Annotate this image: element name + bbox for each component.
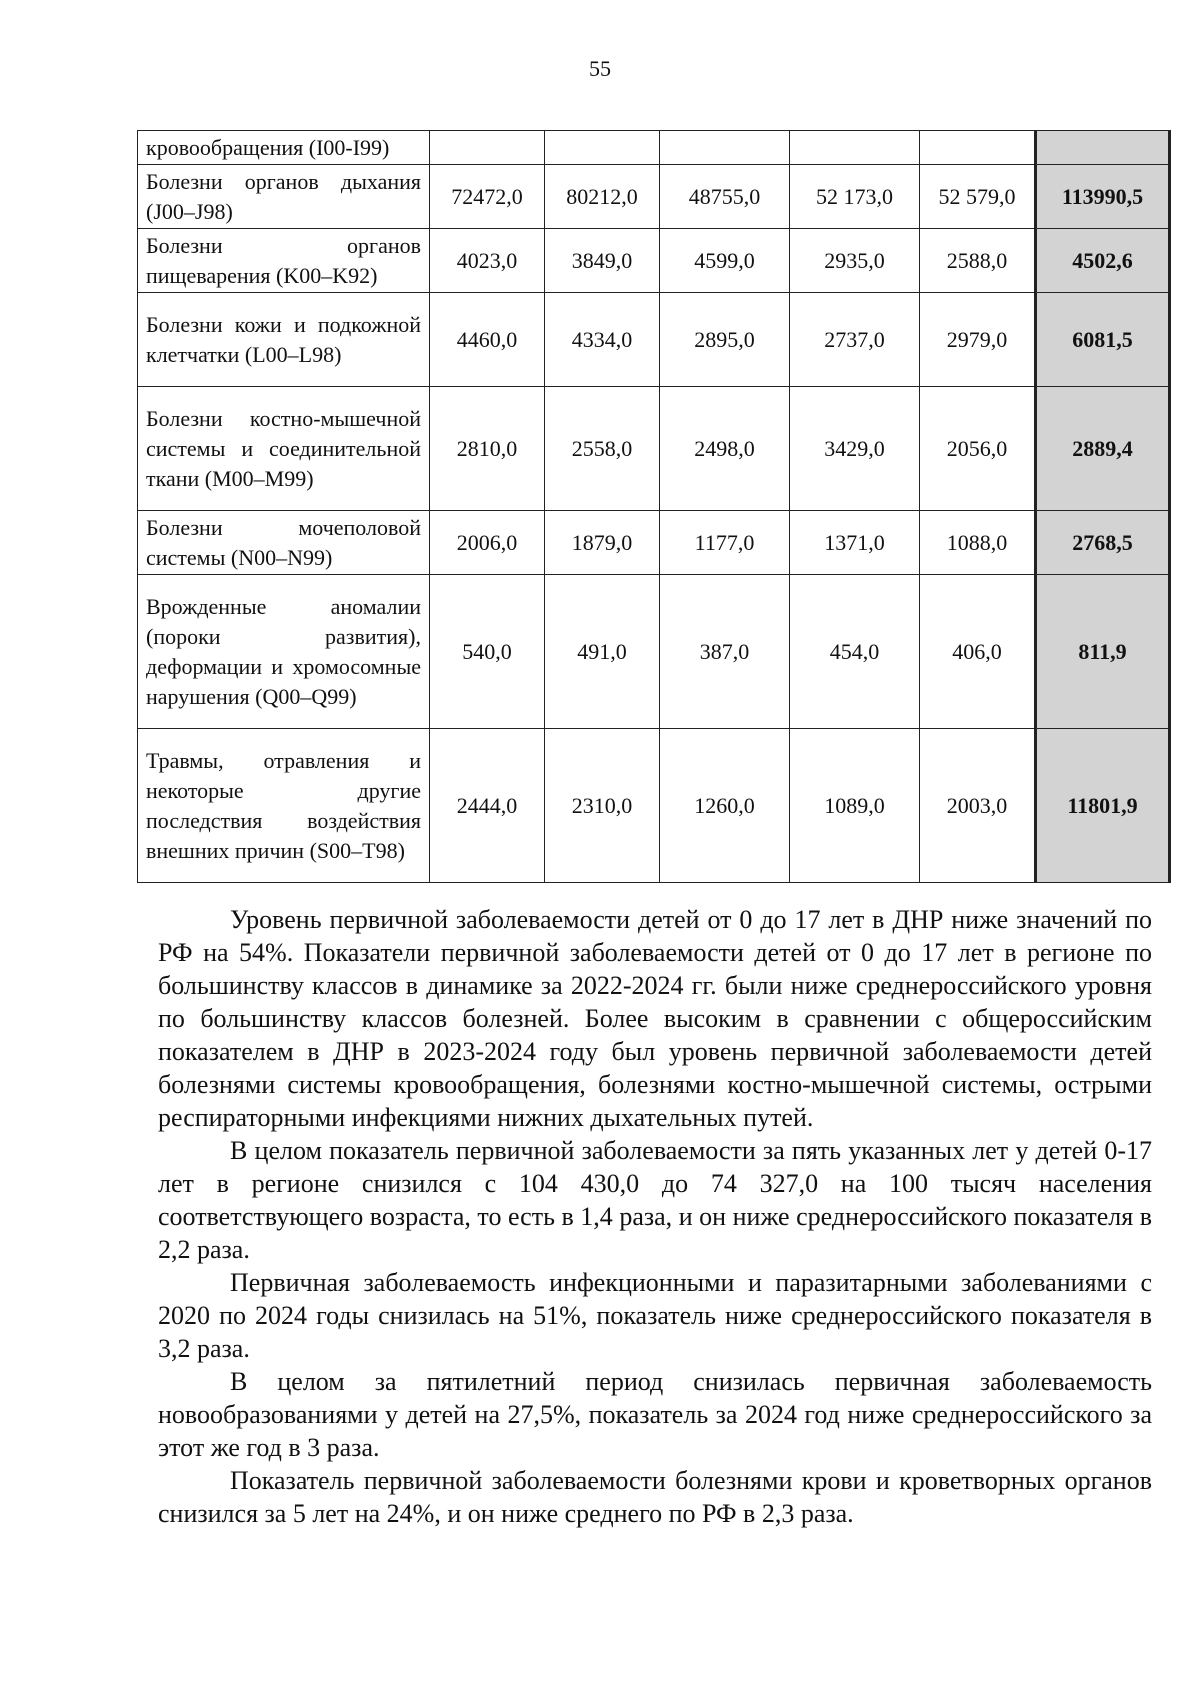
value-cell: 1177,0 [660,511,790,575]
value-cell: 4599,0 [660,229,790,293]
disease-class-cell: Болезни костно-мышечной системы и соединительной ткани (M00–M99) [138,387,430,511]
value-cell: 2056,0 [920,387,1036,511]
value-cell: 2310,0 [545,729,660,883]
value-cell: 3849,0 [545,229,660,293]
table-row [138,293,1170,387]
rf-value-cell: 4502,6 [1036,229,1170,293]
value-cell: 2935,0 [790,229,920,293]
paragraph: Первичная заболеваемость инфекционными и паразитарными заболеваниями с 2020 по 2024 годы снизилась на 51%, показатель ниже среднероссийского показателя в 3,2 раза. [158,1268,1152,1363]
paragraph: В целом показатель первичной заболеваемости за пять указанных лет у детей 0-17 лет в регионе снизился с 104 430,0 до 74 327,0 на 100 тысяч населения соответствующего возраста, то есть в 1,4 раза, и он ниже среднероссийского показателя в 2,2 раза. [158,1136,1152,1264]
rf-value-cell: 113990,5 [1036,165,1170,229]
table-row [138,229,1170,293]
value-cell: 2558,0 [545,387,660,511]
paragraph: Уровень первичной заболеваемости детей от 0 до 17 лет в ДНР ниже значений по РФ на 54%. Показатели первичной заболеваемости детей от 0 до 17 лет в регионе по большинству классов в динамике за 2022-2024 гг. были ниже среднероссийского уровня по большинству классов болезней. Более высоким в сравнении с общероссийским показателем в ДНР в 2023-2024 году был уровень первичной заболеваемости детей болезнями системы кровообращения, болезнями костно-мышечной системы, острыми респираторными инфекциями нижних дыхательных путей. [158,905,1152,1132]
body-text [158,903,1152,1530]
value-cell: 4334,0 [545,293,660,387]
value-cell: 1879,0 [545,511,660,575]
value-cell: 1371,0 [790,511,920,575]
value-cell: 491,0 [545,575,660,729]
table-row [138,165,1170,229]
value-cell: 406,0 [920,575,1036,729]
value-cell: 2737,0 [790,293,920,387]
value-cell: 1088,0 [920,511,1036,575]
disease-class-cell: Болезни органов пищеварения (K00–K92) [138,229,430,293]
disease-class-cell: кровообращения (I00-I99) [138,131,430,165]
value-cell [660,131,790,165]
table-row [138,511,1170,575]
rf-value-cell: 811,9 [1036,575,1170,729]
value-cell: 1089,0 [790,729,920,883]
value-cell [790,131,920,165]
table-row [138,729,1170,883]
value-cell: 2006,0 [430,511,545,575]
morbidity-table [137,130,1171,883]
value-cell: 540,0 [430,575,545,729]
value-cell: 2003,0 [920,729,1036,883]
disease-class-cell: Болезни мочеполовой системы (N00–N99) [138,511,430,575]
value-cell: 1260,0 [660,729,790,883]
value-cell: 4023,0 [430,229,545,293]
value-cell: 387,0 [660,575,790,729]
disease-class-cell: Болезни кожи и подкожной клетчатки (L00–L98) [138,293,430,387]
disease-class-cell: Болезни органов дыхания (J00–J98) [138,165,430,229]
value-cell: 2498,0 [660,387,790,511]
paragraph: Показатель первичной заболеваемости болезнями крови и кроветворных органов снизился за 5 лет на 24%, и он ниже среднего по РФ в 2,3 раза. [158,1466,1152,1528]
value-cell: 52 173,0 [790,165,920,229]
value-cell: 80212,0 [545,165,660,229]
value-cell: 48755,0 [660,165,790,229]
value-cell [545,131,660,165]
value-cell: 3429,0 [790,387,920,511]
value-cell [920,131,1036,165]
value-cell: 72472,0 [430,165,545,229]
value-cell: 2979,0 [920,293,1036,387]
paragraph: В целом за пятилетний период снизилась первичная заболеваемость новообразованиями у детей на 27,5%, показатель за 2024 год ниже среднероссийского за этот же год в 3 раза. [158,1367,1152,1462]
disease-class-cell: Врожденные аномалии (пороки развития), деформации и хромосомные нарушения (Q00–Q99) [138,575,430,729]
value-cell: 2444,0 [430,729,545,883]
rf-value-cell: 6081,5 [1036,293,1170,387]
value-cell: 52 579,0 [920,165,1036,229]
disease-class-cell: Травмы, отравления и некоторые другие последствия воздействия внешних причин (S00–T98) [138,729,430,883]
table-row [138,131,1170,165]
rf-value-cell: 2768,5 [1036,511,1170,575]
table-row [138,575,1170,729]
page-number: 55 [589,56,611,81]
value-cell: 2588,0 [920,229,1036,293]
value-cell: 2810,0 [430,387,545,511]
rf-value-cell: 11801,9 [1036,729,1170,883]
table-row [138,387,1170,511]
value-cell: 454,0 [790,575,920,729]
rf-value-cell: 2889,4 [1036,387,1170,511]
value-cell [430,131,545,165]
value-cell: 4460,0 [430,293,545,387]
value-cell: 2895,0 [660,293,790,387]
rf-value-cell [1036,131,1170,165]
